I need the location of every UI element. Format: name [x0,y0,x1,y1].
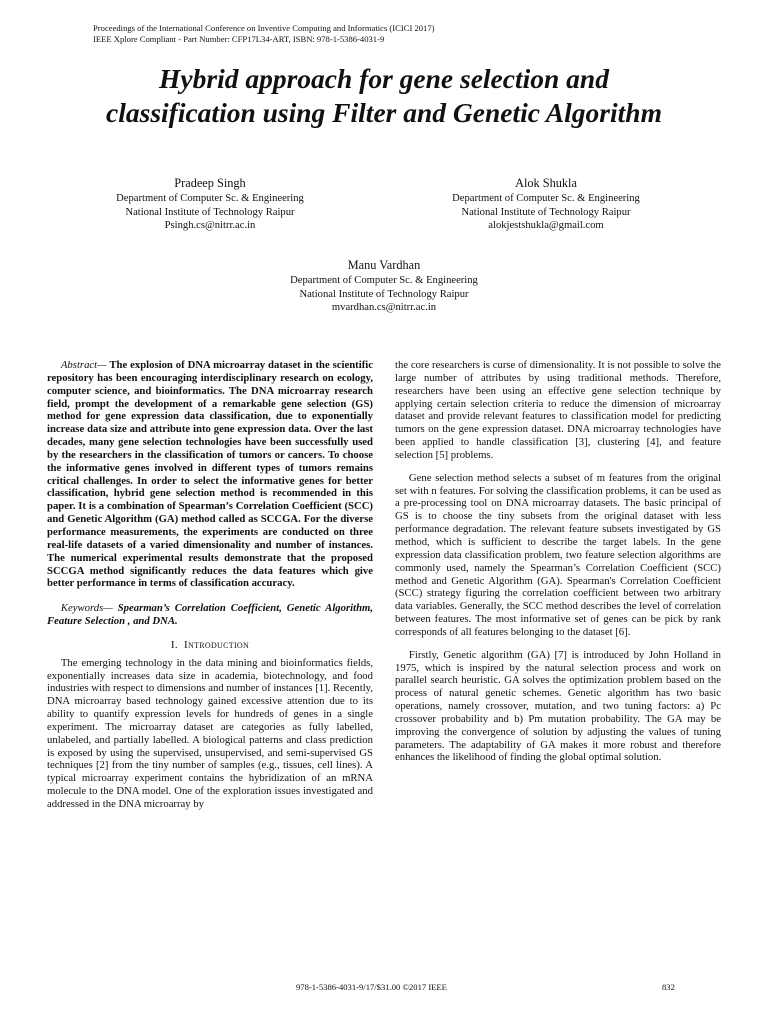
body-paragraph-genetic-algorithm: Firstly, Genetic algorithm (GA) [7] is introduced by John Holland in 1975, which is inspired by the natural selection process and work on parallel search heuristic. GA solves the optimization problem based on the process of natural genetic schemes. Genetic algorithm has two basic operations, namely crossover, mutation, and two tuning factors: a) Pc crossover probability and b) Pm mutation probability. The GA may be improving the convergence of solution by adjusting the values of tuning parameters. The adaptability of GA makes it more robust and therefore enhances the likelihood of finding the global optimal solution. [395,648,721,764]
author-block-1 [60,175,360,233]
header-line-2: IEEE Xplore Compliant - Part Number: CFP17L34-ART, ISBN: 978-1-5386-4031-9 [93,34,385,44]
title-line-1: Hybrid approach for gene selection and [159,63,609,94]
author-name: Manu Vardhan [347,258,421,272]
title-line-2: classification using Filter and Genetic Algorithm [106,97,662,128]
author-email: Psingh.cs@nitrr.ac.in [164,220,256,232]
keywords [47,602,373,628]
section-number: I. [170,638,178,651]
author-department: Department of Computer Sc. & Engineering [290,275,478,286]
abstract [47,359,373,590]
section-heading-introduction [47,639,373,652]
paper-title [30,62,738,130]
header-line-1: Proceedings of the International Conference on Inventive Computing and Informatics (ICICI 2017) [93,23,435,33]
keywords-text: Spearman’s Correlation Coefficient, Genetic Algorithm, Feature Selection , and DNA. [47,602,373,628]
page-number: 832 [662,982,675,992]
author-block-3 [234,257,534,315]
author-institution: National Institute of Technology Raipur [461,206,631,218]
author-name: Alok Shukla [515,176,577,190]
conference-header [93,23,435,45]
author-email: mvardhan.cs@nitrr.ac.in [331,302,437,314]
intro-paragraph-1: The emerging technology in the data mining and bioinformatics fields, exponentially increases data size in academia, biotechnology, and food industries with respect to dimensions and number of instances [1]. Recently, DNA microarray based technology gained excessive attention due to its ability to quantify expression levels for hundreds of genes in a single experiment. The microarray dataset are categories as fully labelled, unlabeled, and partially labelled. A biological patterns and class prediction is exposed by using the supervised, unsupervised, and semi-supervised GS techniques [2] from the tiny number of samples (e.g., tissues, cell lines). A typical microarray experiment contains the hybridization of an mRNA molecule to the DNA model. One of the exploration issues investigated and addressed in the DNA microarray by [47,656,373,810]
footer-copyright: 978-1-5386-4031-9/17/$31.00 ©2017 IEEE [296,982,447,992]
keywords-label: Keywords— [60,602,113,615]
author-email: alokjestshukla@gmail.com [488,220,604,232]
author-block-2 [396,175,696,233]
abstract-label: Abstract— [60,359,107,371]
abstract-text: The explosion of DNA microarray dataset in the scientific repository has been encouraging interdisciplinary research on ecology, computer science, and bioinformatics. The DNA microarray research field, prompt the development of a remarkable gene selection (GS) method for gene expression data classification, due to exponentially increase data size and attribute into gene expression data. Over the last decades, many gene selection technologies have been successfully used by the researchers in the classification of tumors or cancers. To choose the informative genes involved in different types of tumors remains critical challenges. In order to select the informative genes for better classification, hybrid gene selection method is recommended in this paper. It is a combination of Spearman’s Correlation Coefficient (SCC) and Genetic Algorithm (GA) method called as SCCGA. For the diverse performance measurements, the experiments are conducted on three real-life datasets of a varied dimensionality and number of instances. The numerical experimental results demonstrate that the proposed SCCGA method significantly reduces the data features which give better performance in terms of classification accuracy. [47,359,373,590]
author-name: Pradeep Singh [174,176,246,190]
author-institution: National Institute of Technology Raipur [125,206,295,218]
left-column [47,359,373,811]
section-title: Introduction [184,638,250,651]
right-column [395,359,721,764]
author-institution: National Institute of Technology Raipur [299,288,469,300]
body-paragraph-continued: the core researchers is curse of dimensionality. It is not possible to solve the large number of attributes by using traditional methods. Therefore, researchers have been using an effective gene selection technique by applying certain selection criteria to reduce the dimension of microarray dataset and provide relevant features to classification model for predicting tumors on the gene expression dataset. DNA microarray technologies have been applied to handle classification [3], clustering [4], and feature selection [5] problems. [395,359,721,461]
author-department: Department of Computer Sc. & Engineering [116,193,304,204]
author-department: Department of Computer Sc. & Engineering [452,193,640,204]
body-paragraph-gene-selection: Gene selection method selects a subset of m features from the original set with n features. For solving the classification problems, it can be used as a pre-processing tool on DNA microarray datasets. The basic principal of GS is to choose the tiny subsets from the original dataset with less performance degradation. The relevant feature subsets investigated by GS method, which is sufficient to describe the target labels. In the gene expression data classification problem, two feature selection algorithms are commonly used, namely the Spearman’s Correlation Coefficient (SCC) method and Genetic Algorithm (GA). Spearman's Correlation Coefficient (SCC) strategy figuring the correlation coefficient between two arbitrary data variables. Generally, the SCC method describes the level of correlation between features. The most informative set of genes can be pick by rank corresponds of all features belonging to the dataset [6]. [395,471,721,638]
